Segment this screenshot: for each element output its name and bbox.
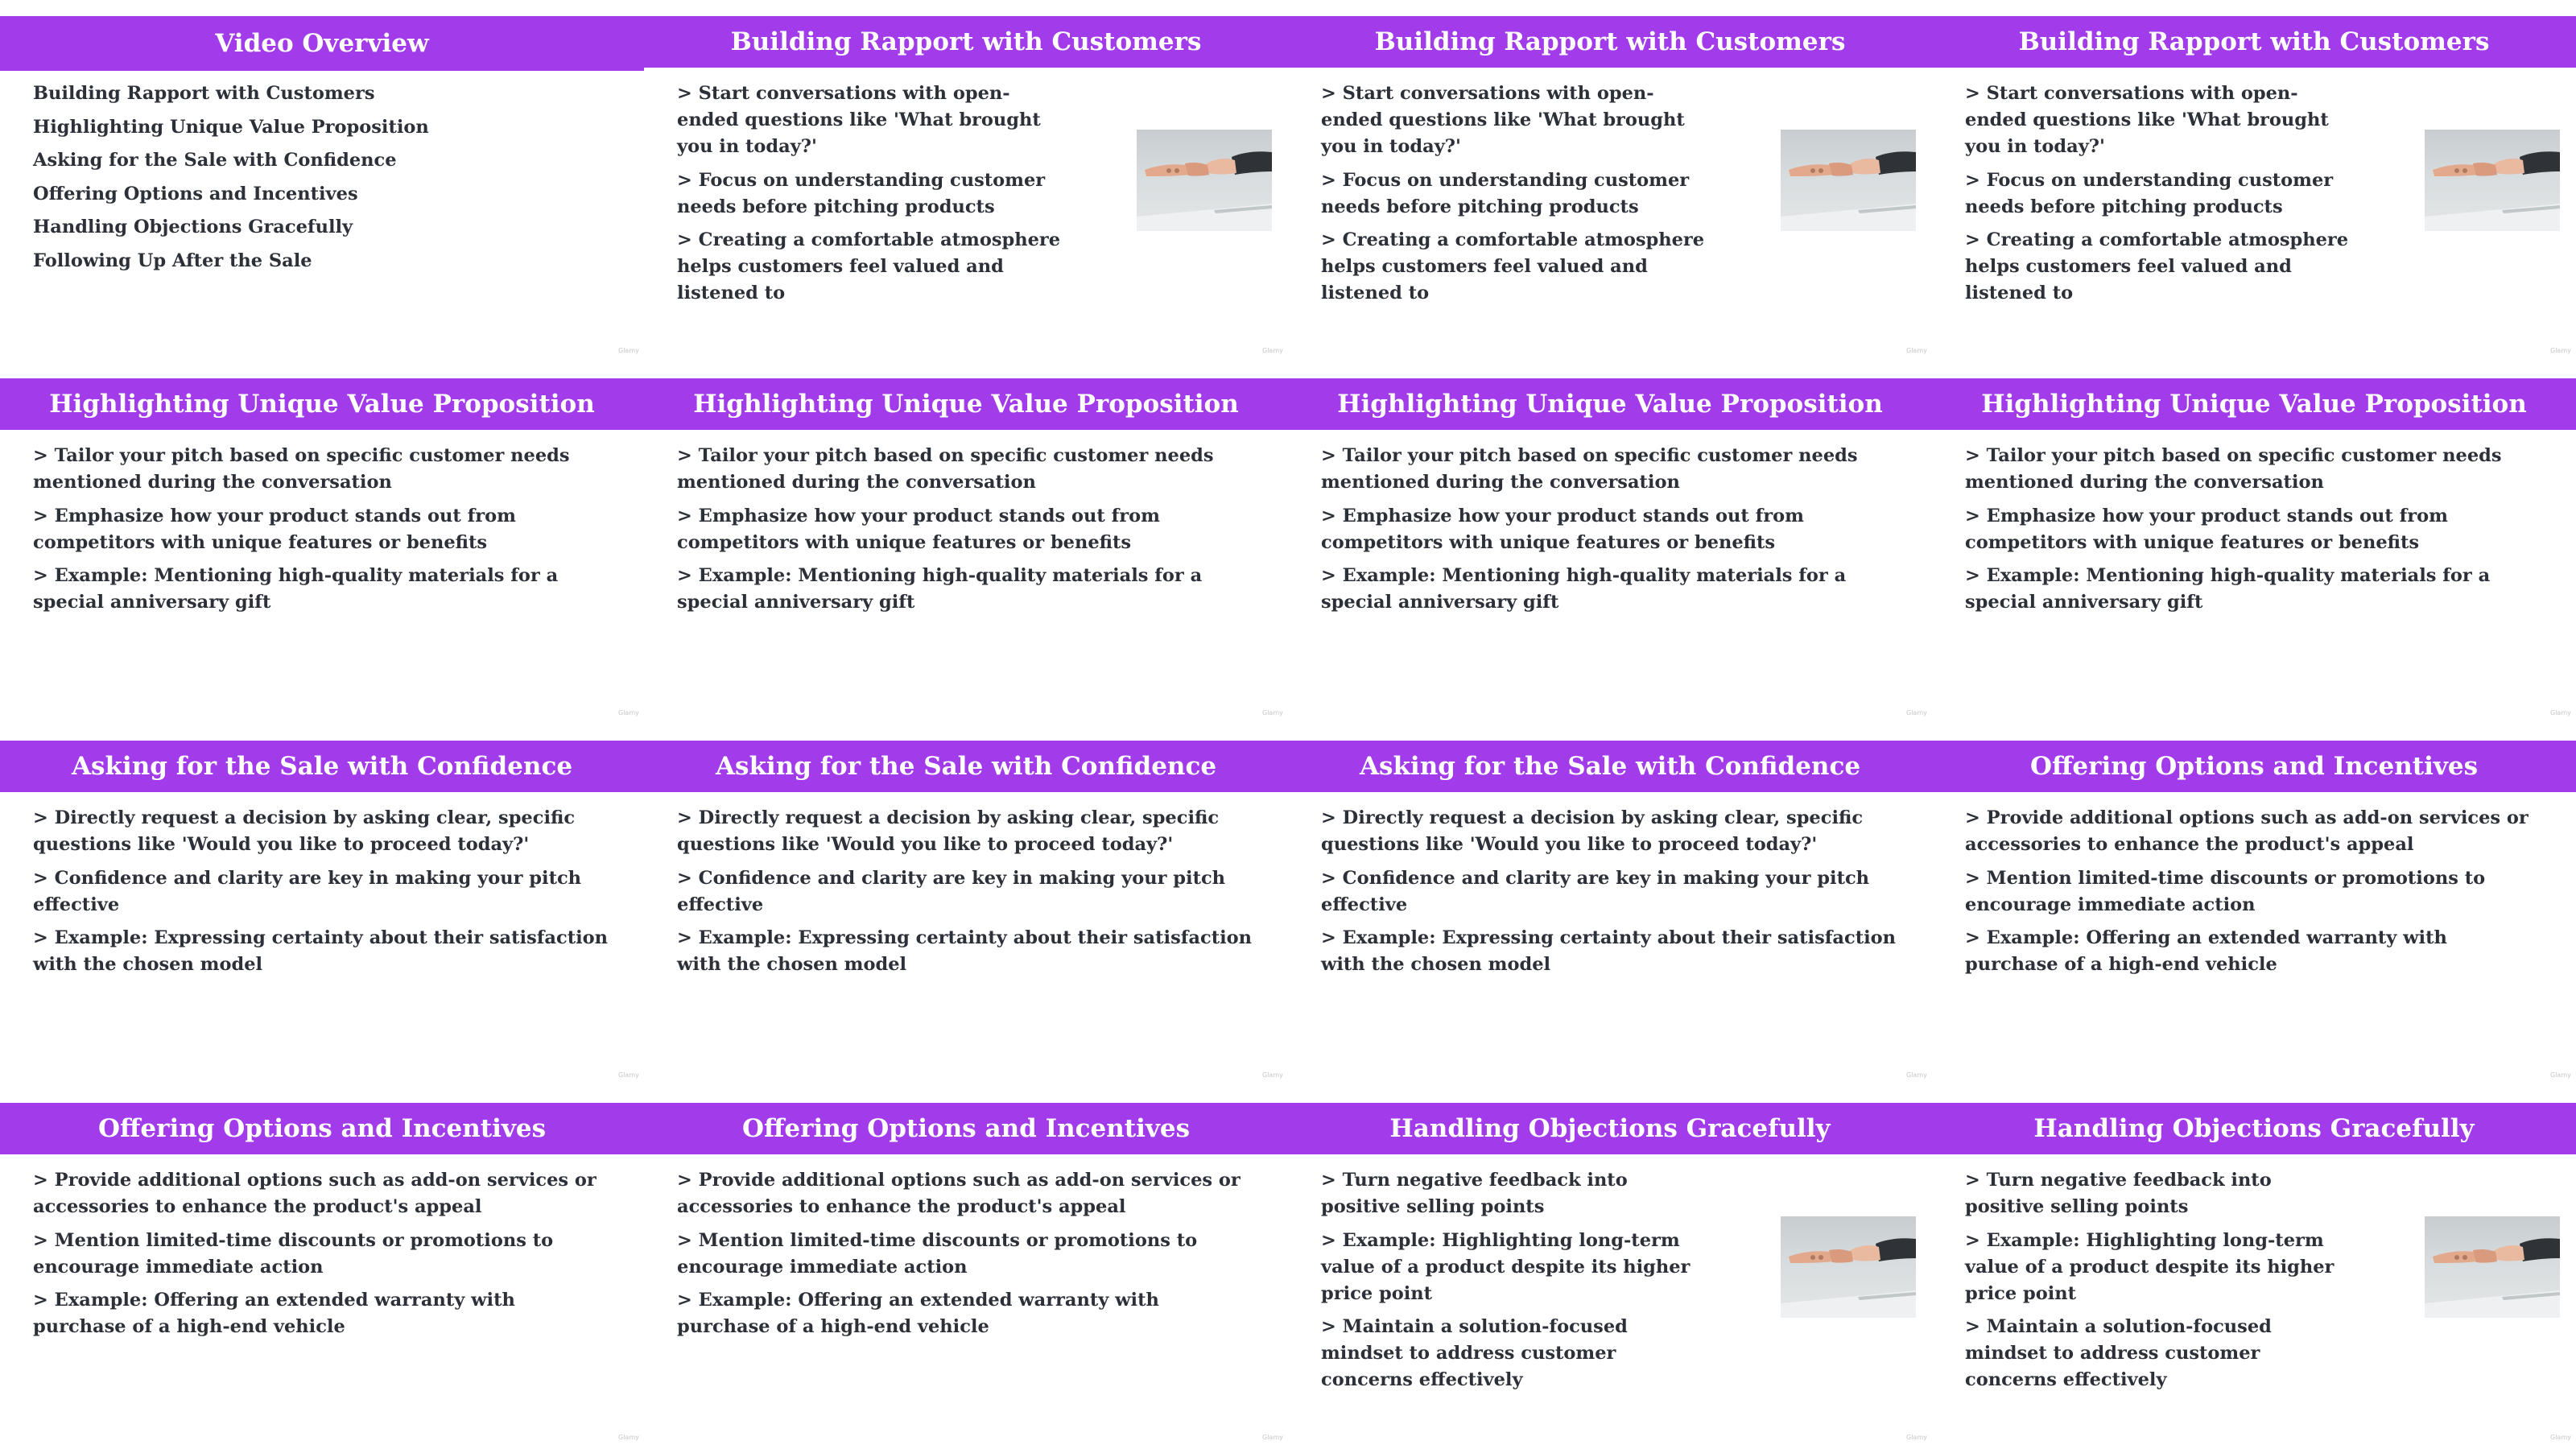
- slide-thumbnail[interactable]: [0, 1087, 644, 1449]
- bullet-point: > Provide additional options such as add-on services or accessories to enhance the product's appeal: [1965, 807, 2529, 855]
- slide-title: Offering Options and Incentives: [1932, 741, 2576, 792]
- bullet-point: > Emphasize how your product stands out from competitors with unique features or benefits: [1965, 505, 2448, 553]
- bullet-point: > Confidence and clarity are key in making your pitch effective: [33, 867, 582, 915]
- bullet-point: > Directly request a decision by asking clear, specific questions like 'Would you like to proceed today?': [677, 807, 1220, 855]
- bullet-point: > Emphasize how your product stands out from competitors with unique features or benefits: [33, 505, 516, 553]
- bullet-list: [1321, 1167, 1707, 1401]
- watermark: Glamy: [2550, 709, 2571, 716]
- slide-thumbnail[interactable]: [644, 1087, 1288, 1449]
- bullet-point: > Tailor your pitch based on specific customer needs mentioned during the conversation: [677, 445, 1214, 493]
- slide-title: Handling Objections Gracefully: [1288, 1103, 1932, 1154]
- bullet-point: > Focus on understanding customer needs before pitching products: [1965, 169, 2334, 217]
- slide-thumbnail[interactable]: [1288, 0, 1932, 362]
- watermark: Glamy: [1906, 709, 1927, 716]
- watermark: Glamy: [2550, 1071, 2571, 1079]
- bullet-list: [1965, 1167, 2351, 1401]
- bullet-list: [1965, 805, 2545, 985]
- overview-item: Asking for the Sale with Confidence: [33, 150, 397, 171]
- slide-thumbnail[interactable]: [1932, 362, 2576, 724]
- bullet-point: > Example: Mentioning high-quality materials for a special anniversary gift: [33, 565, 559, 613]
- bullet-point: > Mention limited-time discounts or promotions to encourage immediate action: [677, 1229, 1198, 1278]
- bullet-point: > Turn negative feedback into positive selling points: [1965, 1170, 2272, 1217]
- bullet-list: [1965, 443, 2545, 623]
- bullet-point: > Example: Mentioning high-quality materials for a special anniversary gift: [677, 565, 1203, 613]
- bullet-list: [677, 80, 1063, 314]
- bullet-point: > Example: Highlighting long-term value of a product despite its higher price point: [1321, 1229, 1690, 1304]
- slide-overview[interactable]: [0, 0, 644, 362]
- watermark: Glamy: [1262, 1071, 1283, 1079]
- bullet-point: > Directly request a decision by asking clear, specific questions like 'Would you like to proceed today?': [33, 807, 576, 855]
- bullet-point: > Mention limited-time discounts or promotions to encourage immediate action: [1965, 867, 2486, 915]
- slide-title: Video Overview: [0, 16, 644, 71]
- bullet-point: > Directly request a decision by asking clear, specific questions like 'Would you like to proceed today?': [1321, 807, 1864, 855]
- bullet-point: > Tailor your pitch based on specific customer needs mentioned during the conversation: [33, 445, 570, 493]
- overview-item: Following Up After the Sale: [33, 250, 312, 271]
- slide-thumbnail[interactable]: [1932, 1087, 2576, 1449]
- bullet-point: > Focus on understanding customer needs before pitching products: [1321, 169, 1690, 217]
- bullet-point: > Emphasize how your product stands out from competitors with unique features or benefits: [1321, 505, 1804, 553]
- slide-title: Highlighting Unique Value Proposition: [1288, 378, 1932, 430]
- watermark: Glamy: [2550, 347, 2571, 354]
- bullet-list: [33, 805, 613, 985]
- watermark: Glamy: [1262, 709, 1283, 716]
- bullet-point: > Start conversations with open-ended questions like 'What brought you in today?': [1965, 83, 2329, 157]
- bullet-point: > Provide additional options such as add-on services or accessories to enhance the product's appeal: [677, 1170, 1241, 1217]
- bullet-point: > Example: Offering an extended warranty with purchase of a high-end vehicle: [1965, 927, 2447, 975]
- bullet-list: [1321, 805, 1901, 985]
- slide-thumbnail[interactable]: [1932, 724, 2576, 1087]
- bullet-point: > Maintain a solution-focused mindset to address customer concerns effectively: [1965, 1316, 2272, 1390]
- bullet-point: > Example: Expressing certainty about their satisfaction with the chosen model: [1321, 927, 1897, 975]
- handshake-photo-icon: [1137, 130, 1272, 231]
- overview-item: Handling Objections Gracefully: [33, 217, 353, 237]
- bullet-point: > Example: Expressing certainty about their satisfaction with the chosen model: [677, 927, 1253, 975]
- slide-title: Highlighting Unique Value Proposition: [644, 378, 1288, 430]
- watermark: Glamy: [2550, 1434, 2571, 1441]
- bullet-point: > Tailor your pitch based on specific customer needs mentioned during the conversation: [1321, 445, 1858, 493]
- watermark: Glamy: [1906, 347, 1927, 354]
- bullet-list: [33, 443, 613, 623]
- handshake-photo-icon: [2425, 1216, 2560, 1318]
- slide-thumbnail[interactable]: [644, 724, 1288, 1087]
- watermark: Glamy: [1906, 1434, 1927, 1441]
- slide-thumbnail[interactable]: [644, 0, 1288, 362]
- bullet-point: > Example: Offering an extended warranty with purchase of a high-end vehicle: [677, 1290, 1159, 1337]
- bullet-list: [677, 1167, 1257, 1348]
- bullet-list: [677, 443, 1257, 623]
- bullet-point: > Confidence and clarity are key in making your pitch effective: [677, 867, 1226, 915]
- watermark: Glamy: [1906, 1071, 1927, 1079]
- bullet-point: > Turn negative feedback into positive selling points: [1321, 1170, 1628, 1217]
- watermark: Glamy: [618, 1071, 639, 1079]
- bullet-list: [677, 805, 1257, 985]
- slide-title: Building Rapport with Customers: [1932, 16, 2576, 68]
- bullet-point: > Creating a comfortable atmosphere helps customers feel valued and listened to: [1321, 229, 1705, 303]
- slide-thumbnail[interactable]: [1288, 724, 1932, 1087]
- bullet-point: > Mention limited-time discounts or promotions to encourage immediate action: [33, 1229, 554, 1278]
- overview-item: Building Rapport with Customers: [33, 83, 375, 104]
- bullet-point: > Example: Offering an extended warranty with purchase of a high-end vehicle: [33, 1290, 515, 1337]
- bullet-point: > Example: Expressing certainty about their satisfaction with the chosen model: [33, 927, 609, 975]
- slide-thumbnail[interactable]: [1288, 1087, 1932, 1449]
- slide-thumbnail[interactable]: [0, 362, 644, 724]
- slide-title: Handling Objections Gracefully: [1932, 1103, 2576, 1154]
- slide-title: Building Rapport with Customers: [1288, 16, 1932, 68]
- slide-thumbnail[interactable]: [1288, 362, 1932, 724]
- handshake-photo-icon: [1781, 130, 1916, 231]
- slide-thumbnail[interactable]: [0, 724, 644, 1087]
- watermark: Glamy: [618, 347, 639, 354]
- slide-thumbnail[interactable]: [644, 362, 1288, 724]
- slide-title: Building Rapport with Customers: [644, 16, 1288, 68]
- bullet-point: > Start conversations with open-ended questions like 'What brought you in today?': [677, 83, 1041, 157]
- slide-title: Asking for the Sale with Confidence: [0, 741, 644, 792]
- bullet-point: > Provide additional options such as add-on services or accessories to enhance the product's appeal: [33, 1170, 597, 1217]
- slide-title: Asking for the Sale with Confidence: [644, 741, 1288, 792]
- bullet-point: > Example: Mentioning high-quality materials for a special anniversary gift: [1321, 565, 1847, 613]
- bullet-point: > Start conversations with open-ended questions like 'What brought you in today?': [1321, 83, 1685, 157]
- bullet-list: [1321, 443, 1901, 623]
- overview-item: Offering Options and Incentives: [33, 183, 358, 204]
- slide-title: Offering Options and Incentives: [0, 1103, 644, 1154]
- slide-title: Asking for the Sale with Confidence: [1288, 741, 1932, 792]
- watermark: Glamy: [618, 1434, 639, 1441]
- overview-list: [33, 80, 613, 281]
- bullet-list: [1321, 80, 1707, 314]
- overview-item: Highlighting Unique Value Proposition: [33, 116, 429, 138]
- slide-title: Offering Options and Incentives: [644, 1103, 1288, 1154]
- handshake-photo-icon: [1781, 1216, 1916, 1318]
- bullet-point: > Example: Highlighting long-term value of a product despite its higher price point: [1965, 1229, 2334, 1304]
- bullet-point: > Tailor your pitch based on specific customer needs mentioned during the conversation: [1965, 445, 2502, 493]
- bullet-point: > Focus on understanding customer needs before pitching products: [677, 169, 1046, 217]
- bullet-point: > Creating a comfortable atmosphere helps customers feel valued and listened to: [1965, 229, 2349, 303]
- bullet-point: > Example: Mentioning high-quality materials for a special anniversary gift: [1965, 565, 2491, 613]
- slide-thumbnail[interactable]: [1932, 0, 2576, 362]
- watermark: Glamy: [1262, 347, 1283, 354]
- bullet-point: > Confidence and clarity are key in making your pitch effective: [1321, 867, 1870, 915]
- bullet-list: [1965, 80, 2351, 314]
- handshake-photo-icon: [2425, 130, 2560, 231]
- bullet-point: > Creating a comfortable atmosphere helps customers feel valued and listened to: [677, 229, 1061, 303]
- bullet-point: > Emphasize how your product stands out from competitors with unique features or benefits: [677, 505, 1160, 553]
- watermark: Glamy: [1262, 1434, 1283, 1441]
- slide-title: Highlighting Unique Value Proposition: [1932, 378, 2576, 430]
- bullet-point: > Maintain a solution-focused mindset to address customer concerns effectively: [1321, 1316, 1628, 1390]
- bullet-list: [33, 1167, 613, 1348]
- watermark: Glamy: [618, 709, 639, 716]
- slide-title: Highlighting Unique Value Proposition: [0, 378, 644, 430]
